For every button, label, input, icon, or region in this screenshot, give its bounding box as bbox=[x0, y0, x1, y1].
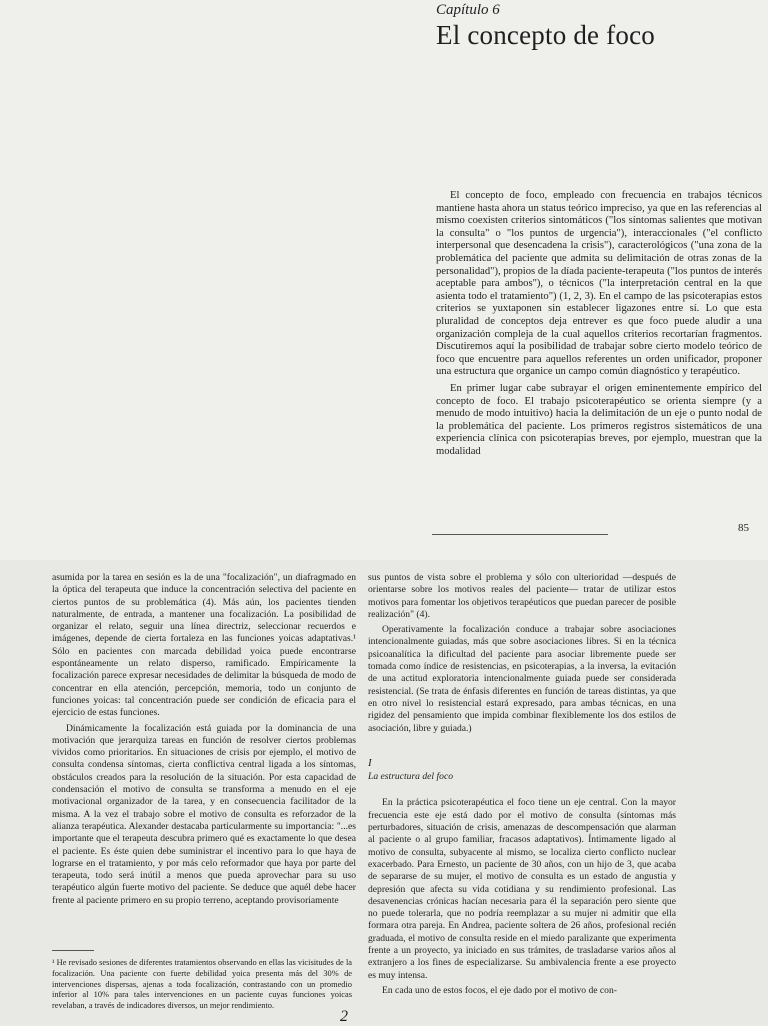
left-paragraph-1: asumida por la tarea en sesión es la de una "focalización", un diafragmado en la óptica del terapeuta que induce la concentración selectiva del paciente en ciertos puntos de su problemática (4). Más aún, los pacientes tienden naturalmente, de entrada, a mantener una focalización. La posibilidad de organizar el relato, seguir una línea directriz, seleccionar recuerdos e imágenes, depende de cierta fortaleza en las funciones yoicas adaptativas.¹ Sólo en pacientes con marcada debilidad yoica puede encontrarse espontáneamente un relato disperso, ramificado. Empíricamente la focalización parece expresar necesidades de delimitar la búsqueda de modo de concentrar en ella atención, percepción, memoria, todo un conjunto de funciones yoicas: tal concentración puede ser condición de eficacia para el ejercicio de estas funciones. bbox=[52, 572, 356, 719]
right-paragraph-1: sus puntos de vista sobre el problema y sólo con ulterioridad —después de orientarse sobre los motivos reales del paciente— tratar de utilizar estos motivos para fomentar los objetivos terapéuticos que puedan parecer de posible realización" (4). bbox=[368, 572, 676, 620]
footer-rule bbox=[432, 534, 608, 535]
chapter-title: El concepto de foco bbox=[436, 20, 655, 50]
section-title: La estructura del foco bbox=[368, 771, 454, 783]
right-text-column bbox=[368, 572, 676, 997]
left-paragraph-2: Dinámicamente la focalización está guiada por la dominancia de una motivación que jerarquiza tareas en función de resolver ciertos problemas vividos como prioritarios. En situaciones de crisis por ejemplo, el motivo de consulta condensa síntomas, cierta conflictiva central ligada a los síntomas, obstáculos creados para la resolución de la situación. Por esta capacidad de condensación el motivo de consulta se transforma a menudo en el eje motivacional organizador de la tarea, y en consecuencia facilitador de la misma. A la vez el trabajo sobre el motivo de consulta es reforzador de la alianza terapéutica. Alexander destacaba particularmente su importancia: "...es importante que el terapeuta descubra primero qué es exactamente lo que desea el paciente. Es éste quien debe suministrar el incentivo para lo que haya de lograrse en el tratamiento, y por más celo reformador que haya por parte del terapeuta, todo será inútil a menos que pueda aprovechar para su uso terapéutico algún fuerte motivo del paciente. Se deduce que aquél debe hacer frente al paciente primero en su propio terreno, aceptando provisoriamente bbox=[52, 722, 356, 906]
section-number: I bbox=[368, 756, 372, 769]
right-paragraph-2: Operativamente la focalización conduce a trabajar sobre asociaciones intencionalmente guiadas, más que sobre asociaciones libres. Si en la técnica psicoanalítica la dificultad del paciente para asociar libremente puede ser tomada como índice de resistencias, en psicoterapias, a la inversa, la evitación de una actitud exploratoria intencionalmente guiada puede ser considerada resistencial. (Se trata de énfasis diferentes en función de tareas distintas, ya que en otro nivel lo resistencial estará expresado, para ambas técnicas, en una rigidez del pensamiento que impida combinar flexiblemente los dos estilos de asociación, libre y guiada.) bbox=[368, 624, 676, 734]
left-text-column bbox=[52, 572, 356, 907]
handwritten-mark: 2 bbox=[340, 1008, 348, 1025]
right-paragraph-3: En la práctica psicoterapéutica el foco tiene un eje central. Con la mayor frecuencia este eje está dado por el motivo de consulta (síntomas más perturbadores, situación de crisis, amenazas de descompensación que alarman al paciente o al grupo familiar, fracasos adaptativos). Íntimamente ligado al motivo de consulta, subyacente al mismo, se localiza cierto conflicto nuclear exacerbado. Para Ernesto, un paciente de 30 años, con un hijo de 3, que acaba de separarse de su mujer, el motivo de consulta es un estado de angustia y depresión que afecta su vida cotidiana y su rendimiento profesional. Las desavenencias crónicas hacían necesaria para él la separación pero siente que no puede tolerarla, que no podría reemplazar a su mujer ni admitir que ella formara otra pareja. En Andrea, paciente soltera de 26 años, profesional recién graduada, el motivo de consulta reside en el miedo paralizante que experimenta frente a un proyecto, ya iniciado en sus trámites, de trasladarse varios años al extranjero a los fines de especializarse. Su ambivalencia frente a ese proyecto es muy intensa. bbox=[368, 797, 676, 981]
intro-paragraph-1: El concepto de foco, empleado con frecuencia en trabajos técnicos mantiene hasta ahora un status teórico impreciso, ya que en las referencias al mismo coexisten criterios sintomáticos ("los síntomas salientes que motivan la consulta" o "los puntos de urgencia"), interaccionales ("el conflicto interpersonal que desencadena la crisis"), caracterológicos ("una zona de la problemática del paciente que admita su delimitación de otras zonas de la personalidad"), propios de la díada paciente-terapeuta ("los puntos de interés aceptable para ambos"), o técnicos ("la interpretación central en la que asienta todo el tratamiento") (1, 2, 3). En el campo de las psicoterapias estos criterios se yuxtaponen sin establecer ligazones entre sí. Lo que esta pluralidad de conceptos deja entrever es que foco puede aludir a una organización compleja de la cual aquellos criterios recortarían fragmentos. Discutiremos aquí la posibilidad de trabajar sobre cierto modelo teórico de foco que encuentre para aquellos referentes un orden unificador, proponer una estructura que organice un campo común diagnóstico y terapéutico. bbox=[436, 190, 762, 378]
footnote-rule bbox=[52, 950, 94, 951]
chapter-label: Capítulo 6 bbox=[436, 2, 500, 18]
intro-paragraph-2: En primer lugar cabe subrayar el origen eminentemente empírico del concepto de foco. El trabajo psicoterapéutico se orienta siempre (y a menudo de modo intuitivo) hacia la delimitación de un eje o punto nodal de la problemática del paciente. Los primeros registros sistemáticos de una experiencia clínica con psicoterapias breves, por ejemplo, muestran que la modalidad bbox=[436, 382, 762, 457]
footnote: ¹ He revisado sesiones de diferentes tratamientos observando en ellas las vicisitudes de la focalización. Una paciente con fuerte debilidad yoica presenta más del 30% de intervenciones dispersas, ajenas a toda focalización, contrastando con un promedio inferior al 10% para tales intervenciones en un paciente cuyas funciones yoicas revelaban, a través de indicadores diversos, un mejor rendimiento. bbox=[52, 958, 352, 1011]
right-paragraph-4: En cada uno de estos focos, el eje dado por el motivo de con- bbox=[382, 984, 617, 996]
page-number: 85 bbox=[738, 522, 749, 534]
intro-column bbox=[436, 190, 762, 458]
